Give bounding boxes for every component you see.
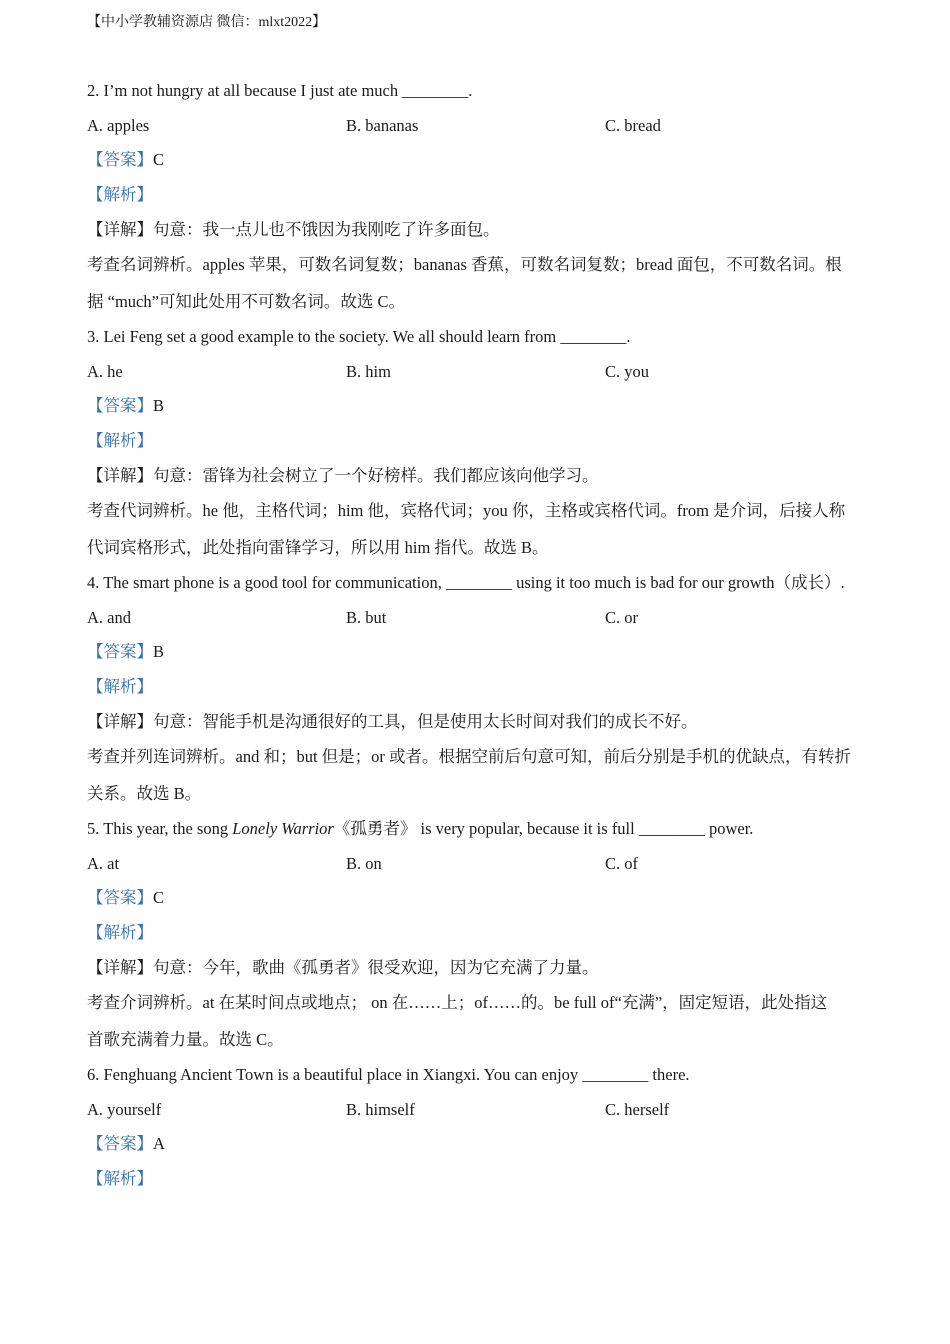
question-3-analysis-label: 【解析】 <box>87 431 153 450</box>
question-4-explain-1: 考查并列连词辨析。and 和；but 但是；or 或者。根据空前后句意可知，前后分别是手机的优缺点，有转折 <box>87 747 852 766</box>
question-6-answer <box>87 1133 867 1155</box>
question-3-explain-2: 代词宾格形式，此处指向雷锋学习，所以用 him 指代。故选 B。 <box>87 538 549 557</box>
answer-value: A <box>153 1134 165 1153</box>
question-3-explain-1: 考查代词辨析。he 他，主格代词；him 他，宾格代词；you 你，主格或宾格代词。from 是介词，后接人称 <box>87 501 846 520</box>
option-b: B. himself <box>346 1100 415 1119</box>
option-b: B. but <box>346 608 387 627</box>
option-b: B. bananas <box>346 116 419 135</box>
answer-label: 【答案】 <box>87 642 153 661</box>
stem-text: 《孤勇者》 is very popular, because it is full ________ power. <box>333 819 754 838</box>
question-3-stem: 3. Lei Feng set a good example to the society. We all should learn from ________. <box>87 327 631 346</box>
question-4-detail: 【详解】句意：智能手机是沟通很好的工具，但是使用太长时间对我们的成长不好。 <box>87 712 698 731</box>
question-4-analysis-label: 【解析】 <box>87 677 153 696</box>
answer-label: 【答案】 <box>87 150 153 169</box>
question-2-explain-2: 据 “much”可知此处用不可数名词。故选 C。 <box>87 292 406 311</box>
question-3-answer <box>87 395 867 417</box>
question-2-detail: 【详解】句意：我一点儿也不饿因为我刚吃了许多面包。 <box>87 220 500 239</box>
question-6-analysis-label: 【解析】 <box>87 1169 153 1188</box>
question-4-stem: 4. The smart phone is a good tool for communication, ________ using it too much is bad for our growth（成长）. <box>87 573 845 592</box>
option-a: A. apples <box>87 116 150 135</box>
option-b: B. on <box>346 854 382 873</box>
question-5-answer <box>87 887 867 909</box>
option-a: A. at <box>87 854 120 873</box>
option-b: B. him <box>346 362 391 381</box>
question-3-detail: 【详解】句意：雷锋为社会树立了一个好榜样。我们都应该向他学习。 <box>87 466 599 485</box>
question-2-analysis-label: 【解析】 <box>87 185 153 204</box>
answer-value: B <box>153 396 165 415</box>
question-4-answer <box>87 641 867 663</box>
question-5-explain-1: 考查介词辨析。at 在某时间点或地点； on 在……上；of……的。be full of“充满”，固定短语，此处指这 <box>87 993 828 1012</box>
question-5-analysis-label: 【解析】 <box>87 923 153 942</box>
option-a: A. and <box>87 608 131 627</box>
option-c: C. or <box>605 608 638 627</box>
answer-value: C <box>153 888 165 907</box>
question-2-answer <box>87 149 867 171</box>
answer-value: C <box>153 150 165 169</box>
answer-label: 【答案】 <box>87 888 153 907</box>
option-a: A. he <box>87 362 123 381</box>
song-title: Lonely Warrior <box>232 819 334 838</box>
stem-text: 5. This year, the song <box>87 819 233 838</box>
question-6-stem: 6. Fenghuang Ancient Town is a beautiful place in Xiangxi. You can enjoy ________ there. <box>87 1065 690 1084</box>
page-header: 【中小学教辅资源店 微信：mlxt2022】 <box>87 15 327 30</box>
answer-label: 【答案】 <box>87 1134 153 1153</box>
option-c: C. herself <box>605 1100 670 1119</box>
option-c: C. you <box>605 362 650 381</box>
option-a: A. yourself <box>87 1100 162 1119</box>
answer-label: 【答案】 <box>87 396 153 415</box>
answer-value: B <box>153 642 165 661</box>
option-c: C. bread <box>605 116 661 135</box>
option-c: C. of <box>605 854 638 873</box>
question-5-explain-2: 首歌充满着力量。故选 C。 <box>87 1030 284 1049</box>
question-2-explain-1: 考查名词辨析。apples 苹果，可数名词复数；bananas 香蕉，可数名词复数；bread 面包，不可数名词。根 <box>87 255 842 274</box>
question-4-explain-2: 关系。故选 B。 <box>87 784 202 803</box>
question-5-detail: 【详解】句意：今年，歌曲《孤勇者》很受欢迎，因为它充满了力量。 <box>87 958 599 977</box>
question-2-stem: 2. I’m not hungry at all because I just ate much ________. <box>87 81 473 100</box>
question-5-stem <box>87 818 867 840</box>
